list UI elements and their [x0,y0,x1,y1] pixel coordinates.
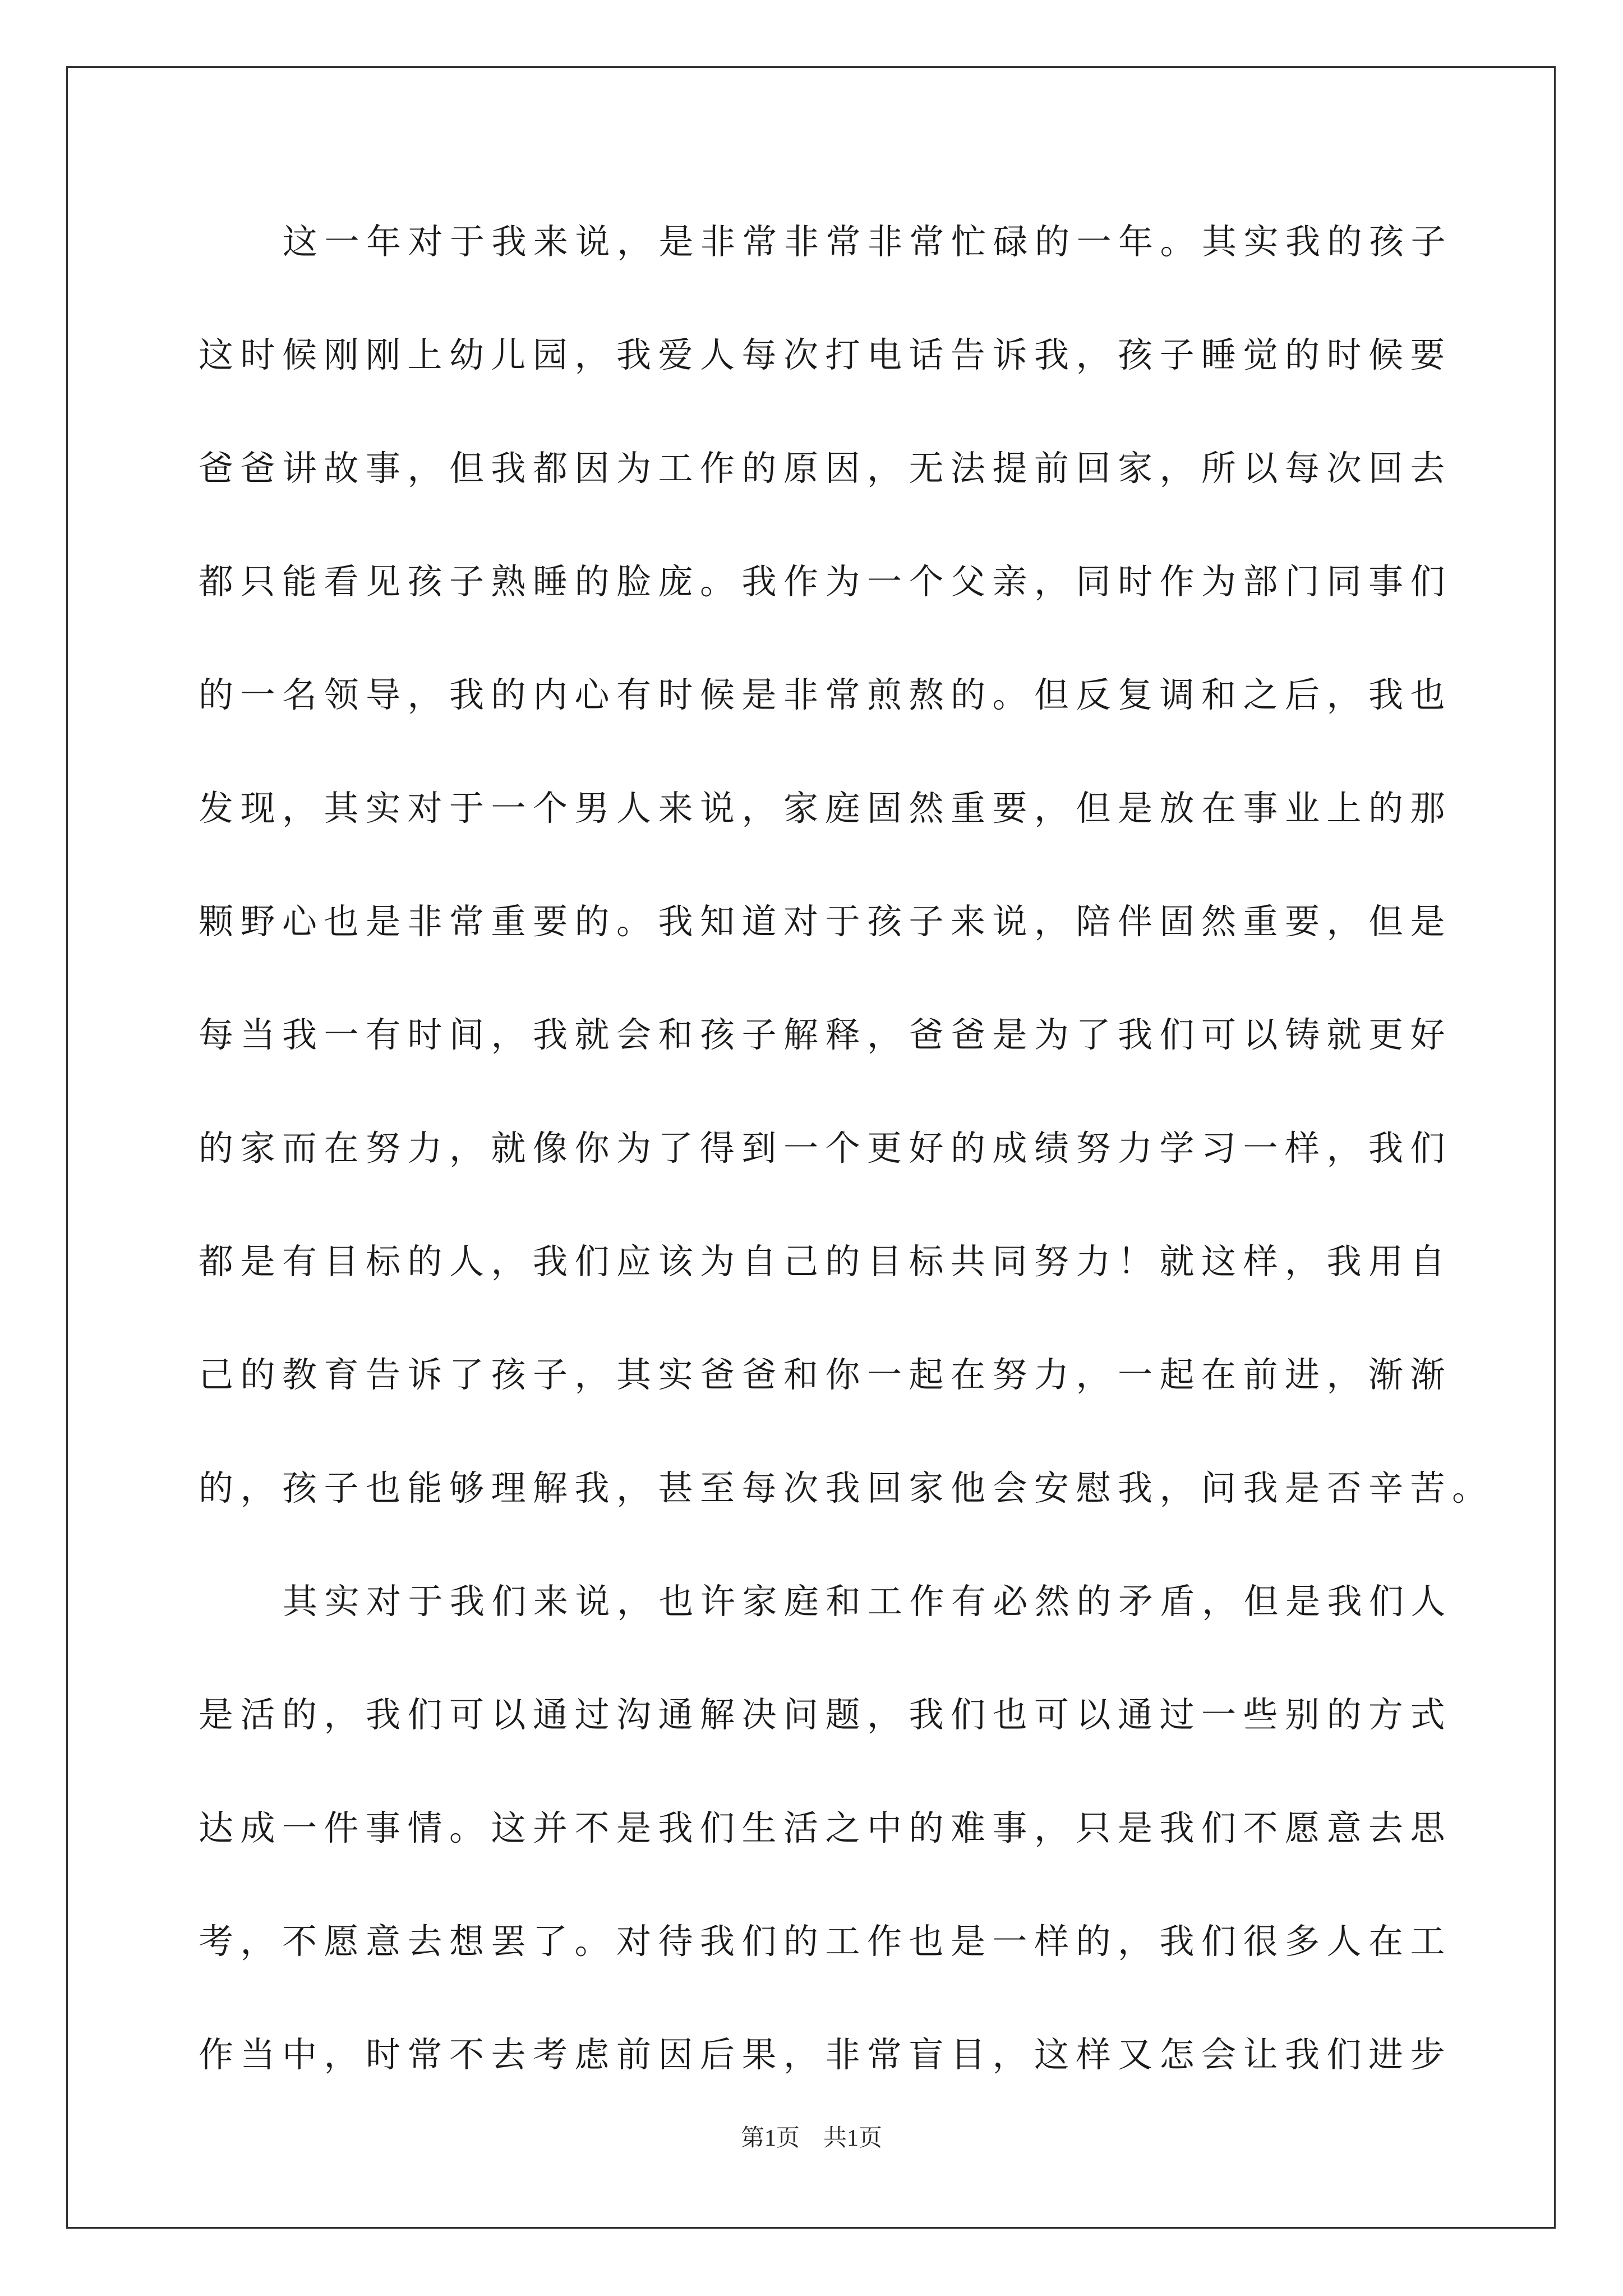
paragraph-1-line-2: 这时候刚刚上幼儿园，我爱人每次打电话告诉我，孩子睡觉的时候要 [199,334,1453,375]
paragraph-1-line-7: 颗野心也是非常重要的。我知道对于孩子来说，陪伴固然重要，但是 [199,901,1453,942]
paragraph-1-line-6: 发现，其实对于一个男人来说，家庭固然重要，但是放在事业上的那 [199,788,1453,829]
paragraph-1-line-3: 爸爸讲故事，但我都因为工作的原因，无法提前回家，所以每次回去 [199,448,1453,489]
paragraph-1-line-5: 的一名领导，我的内心有时候是非常煎熬的。但反复调和之后，我也 [199,674,1453,715]
paragraph-2-line-4: 考，不愿意去想罢了。对待我们的工作也是一样的，我们很多人在工 [199,1921,1453,1962]
paragraph-1-line-1: 这一年对于我来说，是非常非常非常忙碌的一年。其实我的孩子 [283,221,1453,262]
paragraph-2-line-2: 是活的，我们可以通过沟通解决问题，我们也可以通过一些别的方式 [199,1694,1453,1735]
paragraph-1-line-12: 的，孩子也能够理解我，甚至每次我回家他会安慰我，问我是否辛苦。 [199,1467,1494,1508]
paragraph-2-line-5: 作当中，时常不去考虑前因后果，非常盲目，这样又怎会让我们进步 [199,2034,1453,2075]
page-footer [0,2119,1623,2153]
paragraph-1-line-4: 都只能看见孩子熟睡的脸庞。我作为一个父亲，同时作为部门同事们 [199,561,1453,602]
paragraph-1-line-10: 都是有目标的人，我们应该为自己的目标共同努力！就这样，我用自 [199,1241,1453,1282]
page-count: 共1页 [823,2125,883,2151]
paragraph-1-line-8: 每当我一有时间，我就会和孩子解释，爸爸是为了我们可以铸就更好 [199,1014,1453,1055]
paragraph-2-line-1: 其实对于我们来说，也许家庭和工作有必然的矛盾，但是我们人 [283,1581,1453,1622]
page-number: 第1页 [740,2125,800,2151]
document-body [199,210,1494,2137]
paragraph-1-line-9: 的家而在努力，就像你为了得到一个更好的成绩努力学习一样，我们 [199,1128,1453,1168]
paragraph-2-line-3: 达成一件事情。这并不是我们生活之中的难事，只是我们不愿意去思 [199,1807,1453,1848]
paragraph-1-line-11: 己的教育告诉了孩子，其实爸爸和你一起在努力，一起在前进，渐渐 [199,1354,1453,1395]
